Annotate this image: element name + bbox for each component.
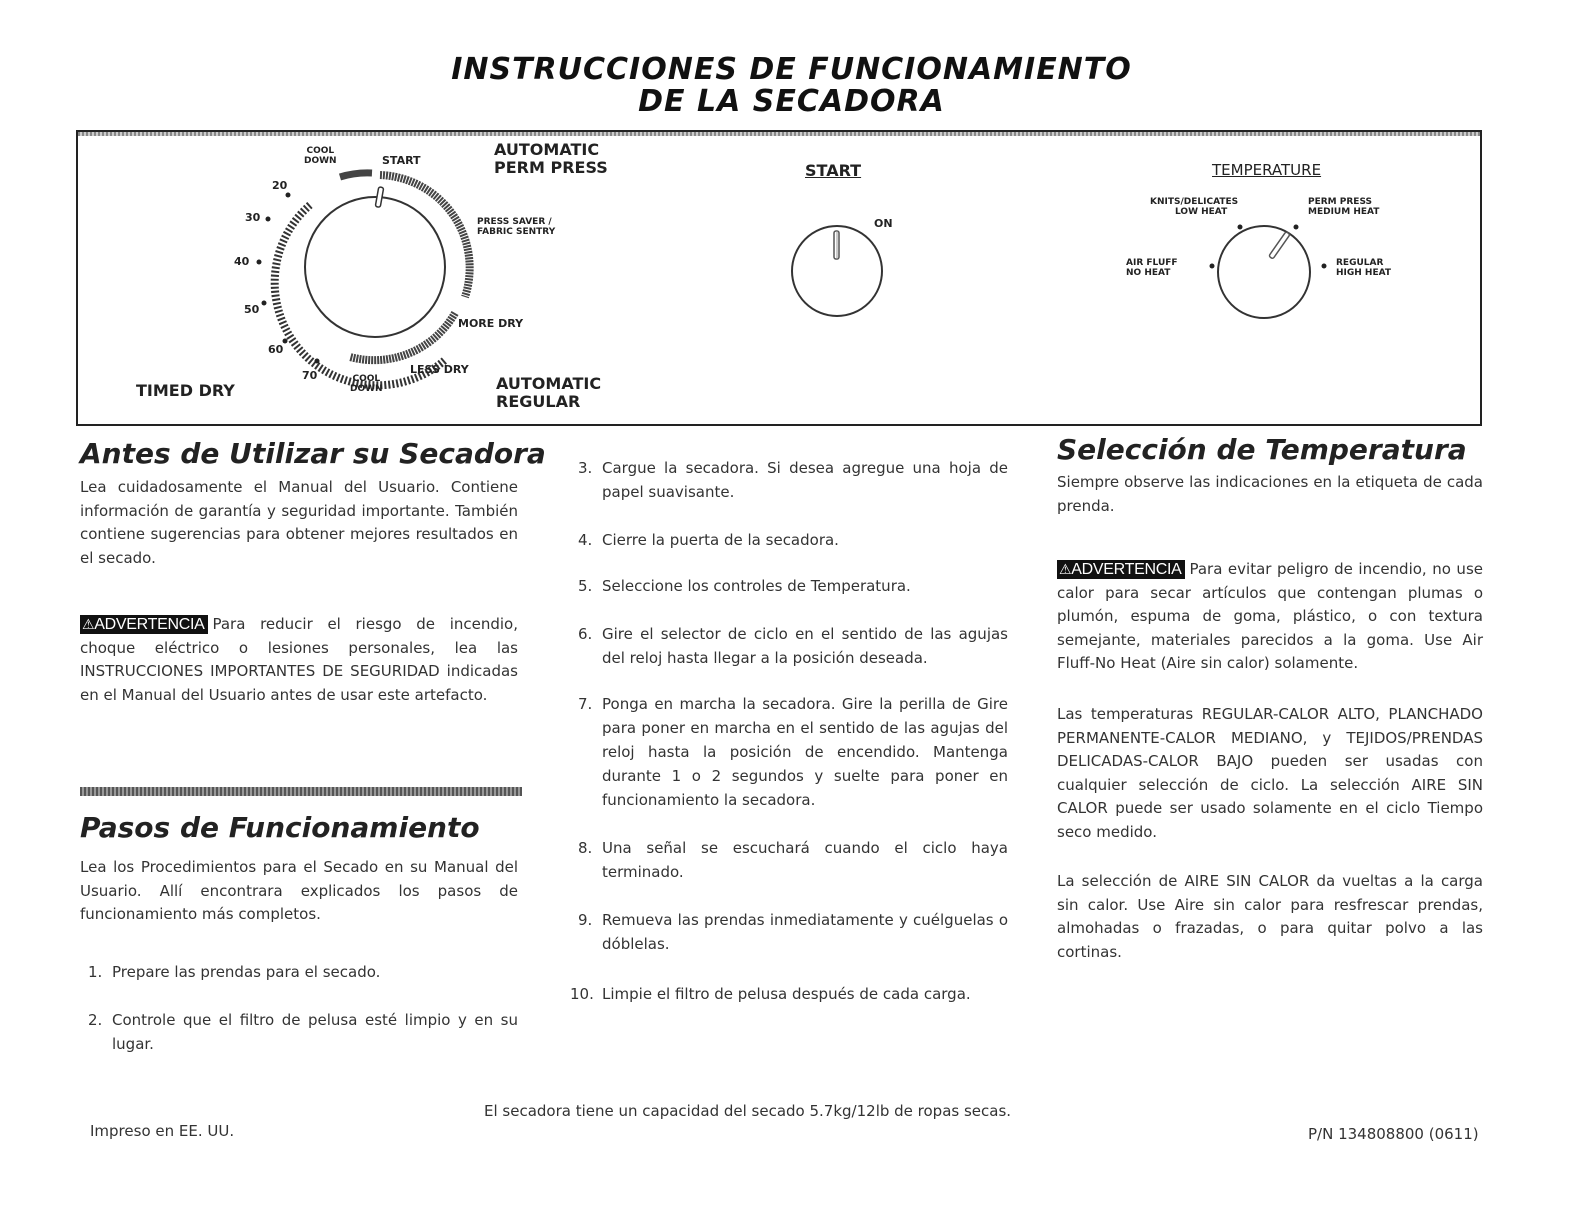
step-item	[578, 456, 1008, 504]
automatic-perm-press-label: AUTOMATIC PERM PRESS	[494, 140, 608, 177]
start-label: START	[382, 154, 421, 167]
step-item	[570, 982, 1008, 1006]
warning-badge	[80, 615, 208, 634]
step-item	[578, 622, 1008, 670]
cycle-dial-graphic	[240, 165, 480, 395]
temperature-heading: TEMPERATURE	[1212, 161, 1322, 179]
step-item	[578, 692, 1008, 812]
step-number: 10.	[570, 985, 594, 1003]
warning-text: Para reducir el riesgo de incendio, choque eléctrico o lesiones personales, lea las INSTRUCCIONES IMPORTANTES DE SEGURIDAD indicadas en el Manual del Usuario antes de usar este artefacto.	[80, 615, 518, 704]
start-knob-heading: START	[805, 161, 862, 180]
step-number: 8.	[578, 839, 593, 857]
minutes-50-label: 50	[244, 303, 260, 316]
temperature-warning	[1057, 558, 1483, 676]
step-number: 4.	[578, 531, 593, 549]
cool-down-arc-top	[340, 173, 372, 177]
step-text: Controle que el filtro de pelusa esté limpio y en su lugar.	[112, 1011, 518, 1053]
step-number: 2.	[88, 1011, 103, 1029]
printed-in-label: Impreso en EE. UU.	[90, 1122, 235, 1140]
low-heat-dot	[1238, 225, 1243, 230]
no-heat-dot	[1210, 264, 1215, 269]
step-text: Cierre la puerta de la secadora.	[602, 531, 839, 549]
step-text: Gire el selector de ciclo en el sentido de las agujas del reloj hasta llegar a la posición deseada.	[602, 625, 1008, 667]
temperature-paragraph-2: Las temperaturas REGULAR-CALOR ALTO, PLANCHADO PERMANENTE-CALOR MEDIANO, y TEJIDOS/PRENDAS DELICADAS-CALOR BAJO pueden ser usadas con cualquier selección de ciclo. La selección AIRE SIN CALOR puede ser usado solamente en el ciclo Tiempo seco medido.	[1057, 705, 1483, 841]
minutes-40-label: 40	[234, 255, 250, 268]
control-panel-top-edge	[78, 132, 1480, 136]
warning-badge	[1057, 560, 1185, 579]
operating-steps-intro: Lea los Procedimientos para el Secado en su Manual del Usuario. Allí encontrara explicados los pasos de funcionamiento más completos.	[80, 858, 518, 923]
medium-heat-dot	[1294, 225, 1299, 230]
minutes-70-label: 70	[302, 369, 318, 382]
step-number: 7.	[578, 695, 593, 713]
capacity-note: El secadora tiene un capacidad del secado 5.7kg/12lb de ropas secas.	[484, 1102, 1012, 1120]
step-text: Limpie el filtro de pelusa después de cada carga.	[602, 985, 971, 1003]
page-title-line-1: INSTRUCCIONES DE FUNCIONAMIENTO	[451, 52, 1132, 87]
regular-label: REGULAR	[1336, 258, 1384, 268]
cool-down-bottom-label: COOL DOWN	[350, 374, 383, 394]
less-dry-label: LESS DRY	[410, 363, 469, 376]
step-item	[578, 908, 1008, 956]
step-number: 5.	[578, 577, 593, 595]
start-knob-on-label: ON	[874, 217, 893, 230]
warning-badge-label: ADVERTENCIA	[1071, 561, 1182, 578]
step-item	[578, 574, 1008, 598]
before-use-intro: Lea cuidadosamente el Manual del Usuario. Contiene información de garantía y seguridad importante. También contiene sugerencias para obtener mejores resultados en el secado.	[80, 478, 518, 567]
no-heat-label: NO HEAT	[1126, 268, 1171, 278]
page-title-line-2: DE LA SECADORA	[638, 84, 945, 119]
temperature-knob-graphic	[1200, 218, 1340, 328]
minutes-20-label: 20	[272, 179, 288, 192]
cool-down-top-label: COOL DOWN	[304, 146, 337, 166]
step-item	[88, 1008, 518, 1056]
step-text: Seleccione los controles de Temperatura.	[602, 577, 911, 595]
step-item	[578, 836, 1008, 884]
minutes-60-label: 60	[268, 343, 284, 356]
high-heat-label: HIGH HEAT	[1336, 268, 1392, 278]
step-number: 3.	[578, 459, 593, 477]
part-number: P/N 134808800 (0611)	[1308, 1125, 1479, 1143]
step-text: Una señal se escuchará cuando el ciclo haya terminado.	[602, 839, 1008, 881]
warning-triangle-icon: ⚠	[82, 616, 95, 632]
low-heat-label: LOW HEAT	[1175, 207, 1228, 217]
step-text: Ponga en marcha la secadora. Gire la perilla de Gire para poner en marcha en el sentido de las agujas del reloj hasta la posición de encendido. Mantenga durante 1 o 2 segundos y suelte para poner en funcionamiento la secadora.	[602, 695, 1008, 809]
tick-30	[266, 217, 271, 222]
high-heat-dot	[1322, 264, 1327, 269]
step-item	[88, 960, 518, 984]
section-divider	[80, 787, 522, 796]
temperature-paragraph-3: La selección de AIRE SIN CALOR da vueltas a la carga sin calor. Use Aire sin calor para resfrescar prendas, almohadas o frazadas, o para quitar polvo a las cortinas.	[1057, 872, 1483, 961]
minutes-30-label: 30	[245, 211, 261, 224]
step-text: Prepare las prendas para el secado.	[112, 963, 381, 981]
warning-badge-label: ADVERTENCIA	[94, 616, 205, 633]
step-item	[578, 528, 1008, 552]
air-fluff-label: AIR FLUFF	[1126, 258, 1178, 268]
before-use-warning	[80, 613, 518, 707]
tick-40	[257, 260, 262, 265]
warning-text: Para evitar peligro de incendio, no use calor para secar artículos que contengan plumas o plumón, espuma de goma, plástico, o con textura semejante, materiales parecidos a la goma. Use Air Fluff-No Heat (Aire sin calor) solamente.	[1057, 560, 1483, 672]
temperature-knob	[1218, 226, 1310, 318]
step-number: 6.	[578, 625, 593, 643]
step-number: 9.	[578, 911, 593, 929]
medium-heat-label: MEDIUM HEAT	[1308, 207, 1380, 217]
operating-steps-heading: Pasos de Funcionamiento	[80, 811, 480, 844]
automatic-regular-label: AUTOMATIC REGULAR	[496, 374, 602, 411]
temperature-selection-heading: Selección de Temperatura	[1057, 433, 1467, 466]
tick-50	[262, 301, 267, 306]
tick-20	[286, 193, 291, 198]
step-text: Remueva las prendas inmediatamente y cuélguelas o dóblelas.	[602, 911, 1008, 953]
temperature-selection-intro: Siempre observe las indicaciones en la etiqueta de cada prenda.	[1057, 473, 1483, 515]
press-saver-label: PRESS SAVER / FABRIC SENTRY	[477, 217, 556, 237]
timed-dry-label: TIMED DRY	[136, 381, 235, 400]
knits-delicates-label: KNITS/DELICATES	[1150, 197, 1239, 207]
tick-70	[315, 359, 320, 364]
warning-triangle-icon: ⚠	[1059, 561, 1072, 577]
start-knob-graphic	[785, 215, 895, 325]
step-text: Cargue la secadora. Si desea agregue una hoja de papel suavisante.	[602, 459, 1008, 501]
cycle-knob	[305, 197, 445, 337]
more-dry-label: MORE DRY	[458, 317, 524, 330]
step-number: 1.	[88, 963, 103, 981]
before-use-heading: Antes de Utilizar su Secadora	[80, 437, 546, 470]
perm-press-temp-label: PERM PRESS	[1308, 197, 1372, 207]
tick-60	[283, 339, 288, 344]
